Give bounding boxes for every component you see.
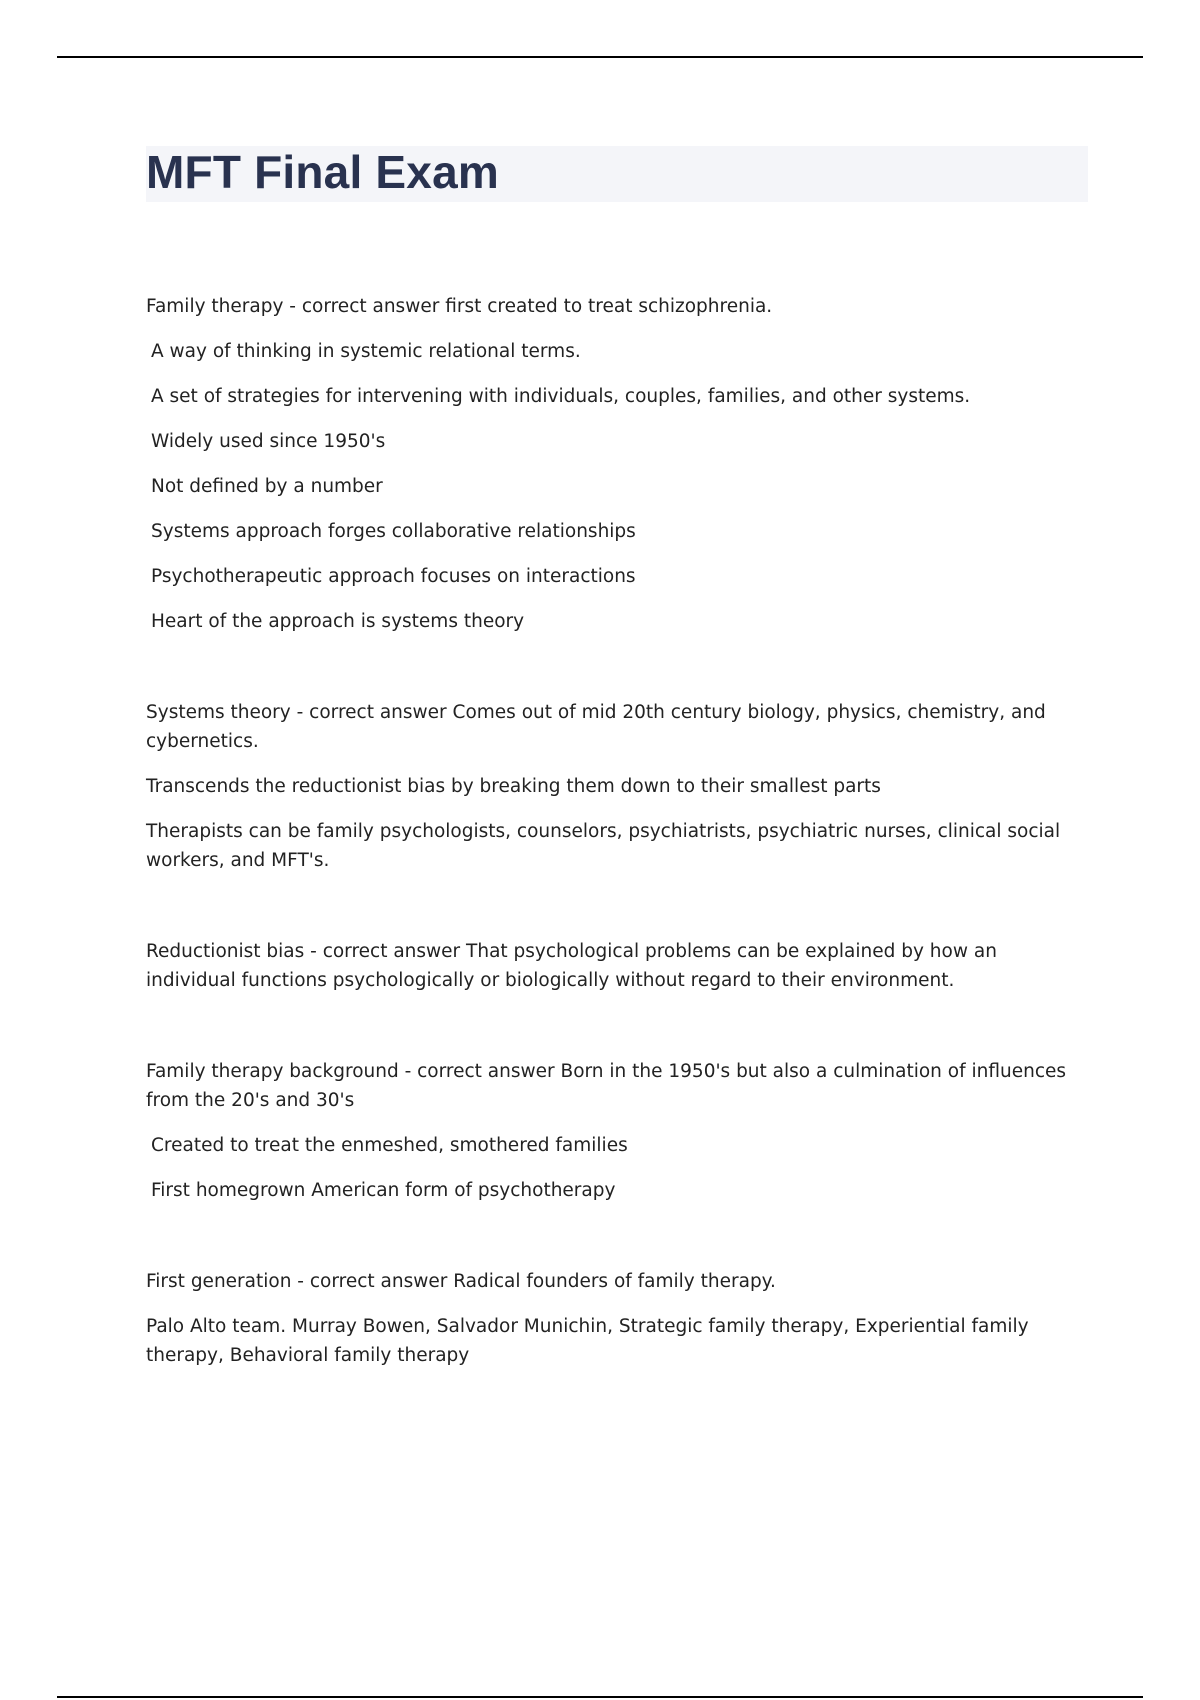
entry-line: Systems theory - correct answer Comes out of mid 20th century biology, physics, chemistry, and cybernetics. [146, 702, 1046, 752]
entry-first-generation [146, 1267, 1086, 1370]
top-divider [57, 56, 1143, 58]
entry-line: Created to treat the enmeshed, smothered families [151, 1135, 628, 1156]
entry-line: A way of thinking in systemic relational terms. [151, 341, 581, 362]
entry-line: Palo Alto team. Murray Bowen, Salvador Munichin, Strategic family therapy, Experiential family therapy, Behavioral family therapy [146, 1316, 1029, 1366]
bottom-divider [57, 1696, 1143, 1698]
entry-line: Reductionist bias - correct answer That psychological problems can be explained by how an individual functions psychologically or biologically without regard to their environment. [146, 941, 997, 991]
entry-line: Systems approach forges collaborative relationships [151, 521, 636, 542]
entry-reductionist-bias [146, 937, 1086, 995]
document-body [146, 292, 1086, 1432]
entry-line: Family therapy - correct answer first created to treat schizophrenia. [146, 296, 773, 317]
entry-family-therapy [146, 292, 1086, 636]
entry-line: Heart of the approach is systems theory [151, 611, 525, 632]
entry-line: Widely used since 1950's [151, 431, 386, 452]
entry-family-therapy-background [146, 1057, 1086, 1205]
entry-line: Not defined by a number [151, 476, 383, 497]
entry-systems-theory [146, 698, 1086, 875]
entry-line: A set of strategies for intervening with individuals, couples, families, and other systems. [151, 386, 971, 407]
entry-line: Transcends the reductionist bias by breaking them down to their smallest parts [146, 776, 881, 797]
entry-line: First homegrown American form of psychotherapy [151, 1180, 616, 1201]
entry-line: First generation - correct answer Radical founders of family therapy. [146, 1271, 776, 1292]
entry-line: Family therapy background - correct answer Born in the 1950's but also a culmination of influences from the 20's and 30's [146, 1061, 1067, 1111]
document-title: MFT Final Exam [146, 146, 499, 198]
entry-line: Therapists can be family psychologists, counselors, psychiatrists, psychiatric nurses, clinical social workers, and MFT's. [146, 821, 1061, 871]
entry-line: Psychotherapeutic approach focuses on interactions [151, 566, 636, 587]
